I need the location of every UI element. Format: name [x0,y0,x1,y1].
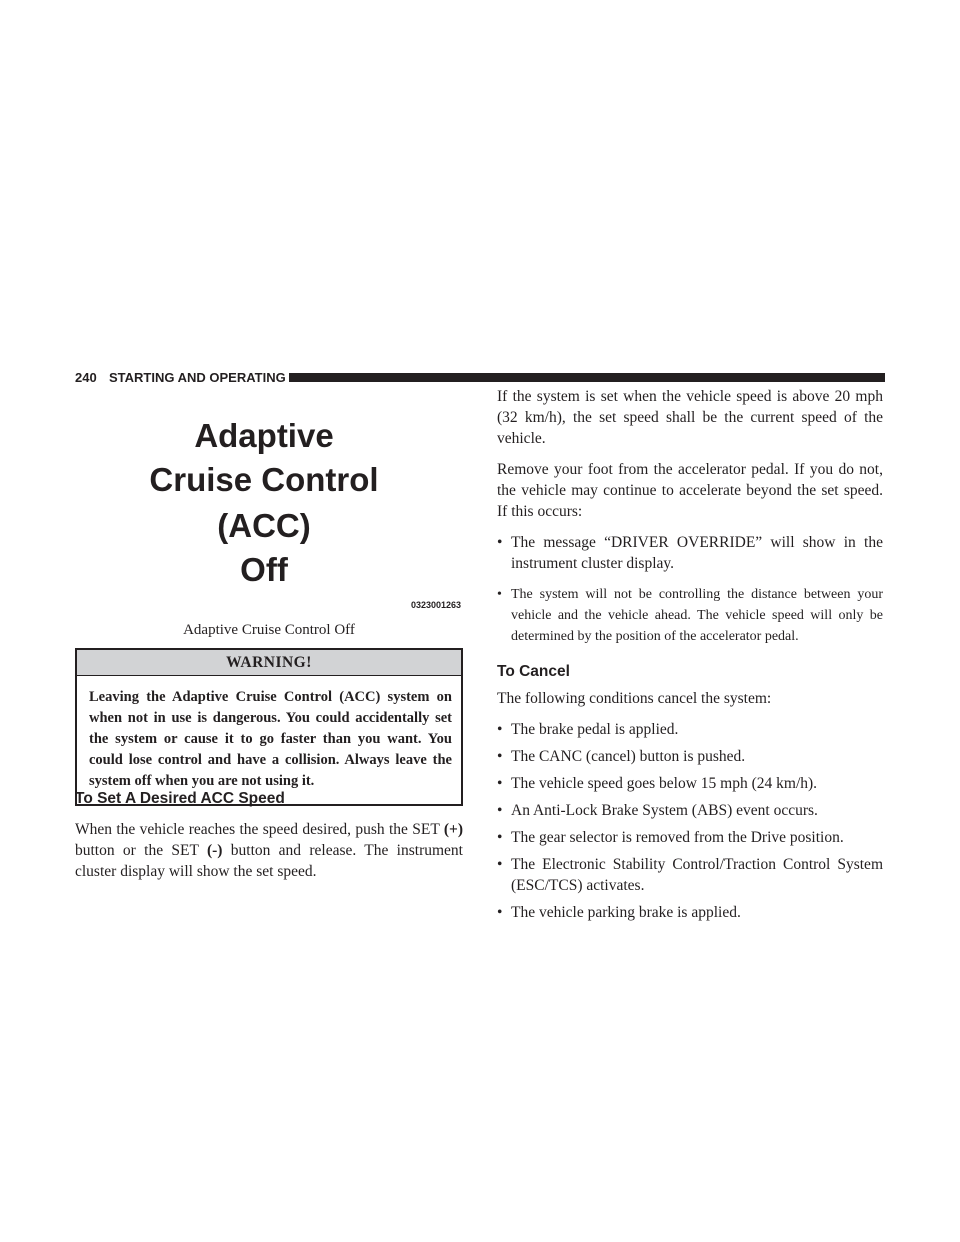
list-item: • The Electronic Stability Control/Traction Control System (ESC/TCS) activates. [497,854,883,896]
warning-box [75,648,463,806]
cancel-heading: To Cancel [497,663,570,680]
list-item: • The brake pedal is applied. [497,719,883,740]
list-item: • An Anti-Lock Brake System (ABS) event occurs. [497,800,883,821]
warning-text: Leaving the Adaptive Cruise Control (ACC) system on when not in use is dangerous. You could accidentally set the system or cause it to go faster than you want. You could lose control and have a collision. Always leave the system off when you are not using it. [89,689,452,789]
set-speed-text: When the vehicle reaches the speed desired, push the SET [75,821,444,838]
header-rule [289,373,885,382]
override-list-small [497,584,883,647]
list-item: • The vehicle parking brake is applied. [497,902,883,923]
page-header [75,370,885,386]
right-column [497,386,883,933]
list-item: • The system will not be controlling the distance between your vehicle and the vehicle ahead. The vehicle speed will only be determined by the position of the accelerator pedal. [497,584,883,647]
acc-off-figure [75,400,463,638]
set-plus-symbol: (+) [443,821,463,838]
figure-caption: Adaptive Cruise Control Off [183,622,355,638]
set-speed-text: button and release. The instrument cluster display will show the set speed. [75,842,463,880]
set-minus-symbol: (-) [206,842,223,859]
set-speed-paragraph [75,819,463,882]
figure-code: 0323001263 [410,600,461,610]
page-number: 240 [75,370,97,385]
paragraph: Remove your foot from the accelerator pedal. If you do not, the vehicle may continue to accelerate beyond the set speed. If this occurs: [497,461,883,520]
cancel-list [497,719,883,923]
figure-text-line: Cruise Control [149,461,379,498]
section-title: STARTING AND OPERATING [109,370,286,385]
set-speed-heading: To Set A Desired ACC Speed [75,790,285,807]
override-list [497,532,883,574]
figure-text-line: Adaptive [194,417,334,454]
figure-text-line: Off [240,551,288,588]
figure-text-line: (ACC) [217,507,311,544]
list-item: • The message “DRIVER OVERRIDE” will show in the instrument cluster display. [497,532,883,574]
list-item: • The gear selector is removed from the Drive position. [497,827,883,848]
warning-title: WARNING! [77,650,461,676]
paragraph: If the system is set when the vehicle speed is above 20 mph (32 km/h), the set speed shall be the current speed of the vehicle. [497,388,883,447]
cancel-intro: The following conditions cancel the system: [497,690,772,707]
left-column [75,400,463,880]
list-item: • The CANC (cancel) button is pushed. [497,746,883,767]
set-speed-text: button or the SET [75,842,207,859]
list-item: • The vehicle speed goes below 15 mph (24 km/h). [497,773,883,794]
